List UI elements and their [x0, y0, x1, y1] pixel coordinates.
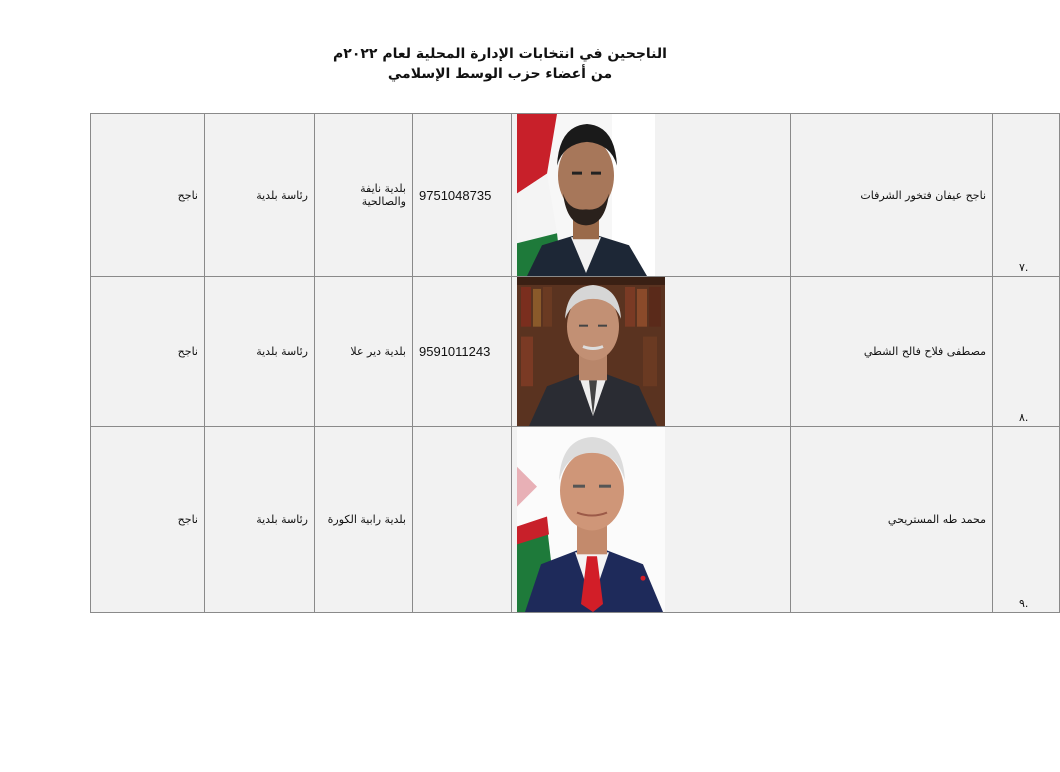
municipality-cell: بلدية دير علا	[315, 277, 413, 427]
title-line-2: من أعضاء حزب الوسط الإسلامي	[387, 66, 613, 82]
winners-table	[90, 113, 1060, 613]
phone-cell	[413, 427, 512, 613]
candidate-photo	[517, 427, 665, 612]
row-number: .٨	[1019, 411, 1029, 424]
number-cell	[993, 277, 1060, 427]
name-cell: مصطفى فلاح فالح الشطي	[791, 277, 993, 427]
position-cell: رئاسة بلدية	[205, 114, 315, 277]
municipality-cell: بلدية نايفة والصالحية	[315, 114, 413, 277]
name-cell: محمد طه المستريحي	[791, 427, 993, 613]
phone-cell: 9591011243	[413, 277, 512, 427]
status-cell: ناجح	[91, 114, 205, 277]
row-number: .٧	[1019, 261, 1029, 274]
status-cell: ناجح	[91, 277, 205, 427]
number-cell	[993, 114, 1060, 277]
document-title	[0, 44, 1000, 84]
candidate-photo	[517, 114, 655, 276]
photo-cell	[512, 114, 791, 277]
photo-cell	[512, 277, 791, 427]
status-cell: ناجح	[91, 427, 205, 613]
name-cell: ناجح عيفان فتخور الشرفات	[791, 114, 993, 277]
position-cell: رئاسة بلدية	[205, 277, 315, 427]
table-row	[91, 114, 1060, 277]
title-line-1: الناجحين في انتخابات الإدارة المحلية لعام ٢٠٢٢م	[333, 46, 667, 62]
number-cell	[993, 427, 1060, 613]
municipality-cell: بلدية رابية الكورة	[315, 427, 413, 613]
table-row	[91, 427, 1060, 613]
phone-cell: 9751048735	[413, 114, 512, 277]
photo-cell	[512, 427, 791, 613]
position-cell: رئاسة بلدية	[205, 427, 315, 613]
candidate-photo	[517, 277, 665, 426]
row-number: .٩	[1019, 597, 1029, 610]
table-row	[91, 277, 1060, 427]
